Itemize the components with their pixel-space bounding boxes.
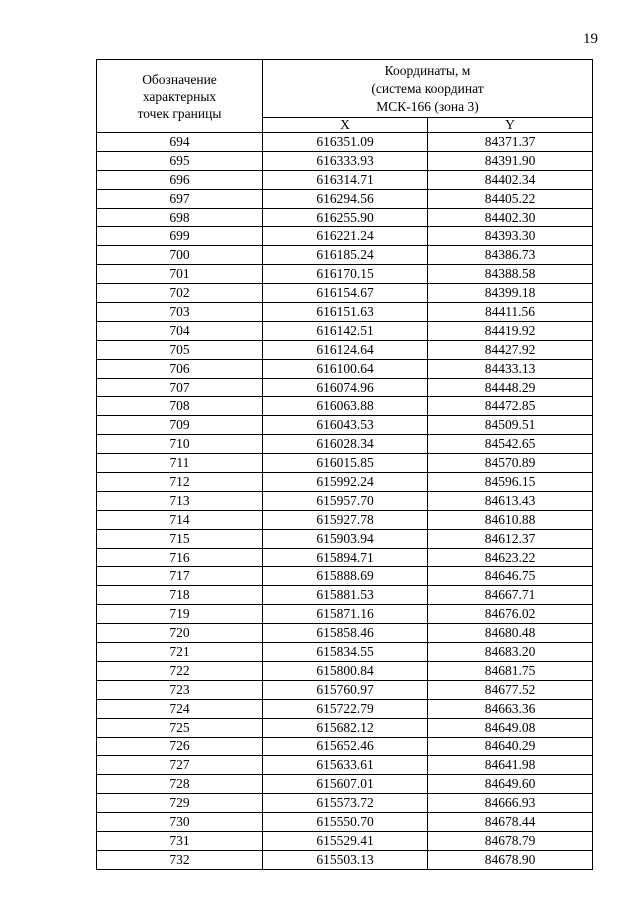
point-id-cell: 696 [97, 170, 263, 189]
point-id-cell: 706 [97, 359, 263, 378]
y-coordinate-cell: 84391.90 [428, 151, 593, 170]
table-row [97, 227, 593, 246]
y-coordinate-cell: 84663.36 [428, 699, 593, 718]
point-id-cell: 699 [97, 227, 263, 246]
point-id-cell: 725 [97, 718, 263, 737]
table-row [97, 699, 593, 718]
x-coordinate-cell: 616124.64 [263, 340, 428, 359]
x-coordinate-cell: 616333.93 [263, 151, 428, 170]
point-id-cell: 728 [97, 775, 263, 794]
coords-header-line-2: (система координат [371, 80, 484, 96]
point-id-cell: 697 [97, 189, 263, 208]
table-row [97, 246, 593, 265]
x-coordinate-cell: 616043.53 [263, 416, 428, 435]
y-coordinate-cell: 84678.90 [428, 850, 593, 869]
table-row [97, 567, 593, 586]
table-row [97, 284, 593, 303]
y-coordinate-cell: 84596.15 [428, 473, 593, 492]
table-row [97, 189, 593, 208]
point-id-cell: 707 [97, 378, 263, 397]
point-id-cell: 729 [97, 794, 263, 813]
table-row [97, 605, 593, 624]
table-row [97, 321, 593, 340]
y-coordinate-cell: 84427.92 [428, 340, 593, 359]
table-row [97, 794, 593, 813]
x-coordinate-cell: 615800.84 [263, 661, 428, 680]
y-coordinate-cell: 84402.30 [428, 208, 593, 227]
table-row [97, 661, 593, 680]
x-coordinate-cell: 615888.69 [263, 567, 428, 586]
point-id-cell: 715 [97, 529, 263, 548]
y-column-header: Y [428, 118, 593, 133]
table-row [97, 529, 593, 548]
y-coordinate-cell: 84542.65 [428, 435, 593, 454]
x-coordinate-cell: 616185.24 [263, 246, 428, 265]
table-row [97, 265, 593, 284]
coords-header-line-3: МСК-166 (зона 3) [376, 98, 479, 114]
point-id-cell: 720 [97, 624, 263, 643]
x-coordinate-cell: 615573.72 [263, 794, 428, 813]
y-coordinate-cell: 84393.30 [428, 227, 593, 246]
y-coordinate-cell: 84678.79 [428, 831, 593, 850]
page-number: 19 [583, 31, 598, 47]
y-coordinate-cell: 84677.52 [428, 680, 593, 699]
x-coordinate-cell: 615871.16 [263, 605, 428, 624]
x-coordinate-cell: 615503.13 [263, 850, 428, 869]
x-coordinate-cell: 616221.24 [263, 227, 428, 246]
y-coordinate-cell: 84371.37 [428, 133, 593, 152]
point-id-cell: 709 [97, 416, 263, 435]
table-row [97, 208, 593, 227]
table-row [97, 303, 593, 322]
x-coordinate-cell: 615903.94 [263, 529, 428, 548]
table-row [97, 491, 593, 510]
table-row [97, 737, 593, 756]
table-row [97, 775, 593, 794]
x-coordinate-cell: 616100.64 [263, 359, 428, 378]
y-coordinate-cell: 84472.85 [428, 397, 593, 416]
table-row [97, 548, 593, 567]
coords-header-line-1: Координаты, м [384, 62, 471, 78]
table-row [97, 756, 593, 775]
point-id-cell: 723 [97, 680, 263, 699]
table-row [97, 624, 593, 643]
header-row-top [97, 60, 593, 118]
point-id-cell: 701 [97, 265, 263, 284]
table-row [97, 435, 593, 454]
x-coordinate-cell: 615992.24 [263, 473, 428, 492]
y-coordinate-cell: 84386.73 [428, 246, 593, 265]
x-coordinate-cell: 615760.97 [263, 680, 428, 699]
point-id-cell: 702 [97, 284, 263, 303]
y-coordinate-cell: 84509.51 [428, 416, 593, 435]
table-row [97, 643, 593, 662]
table-header [97, 60, 593, 133]
point-id-cell: 694 [97, 133, 263, 152]
table-row [97, 813, 593, 832]
x-coordinate-cell: 616028.34 [263, 435, 428, 454]
point-header-line-2: характерных [142, 88, 217, 104]
x-coordinate-cell: 615633.61 [263, 756, 428, 775]
x-coordinate-cell: 616151.63 [263, 303, 428, 322]
x-coordinate-cell: 616314.71 [263, 170, 428, 189]
y-coordinate-cell: 84613.43 [428, 491, 593, 510]
point-id-cell: 713 [97, 491, 263, 510]
table-row [97, 510, 593, 529]
y-coordinate-cell: 84646.75 [428, 567, 593, 586]
y-coordinate-cell: 84678.44 [428, 813, 593, 832]
table-row [97, 718, 593, 737]
y-coordinate-cell: 84448.29 [428, 378, 593, 397]
point-header-line-1: Обозначение [142, 71, 217, 87]
point-id-cell: 717 [97, 567, 263, 586]
table-row [97, 416, 593, 435]
table-row [97, 397, 593, 416]
table-row [97, 151, 593, 170]
y-coordinate-cell: 84683.20 [428, 643, 593, 662]
x-coordinate-cell: 615927.78 [263, 510, 428, 529]
x-coordinate-cell: 615894.71 [263, 548, 428, 567]
point-id-cell: 722 [97, 661, 263, 680]
y-coordinate-cell: 84649.60 [428, 775, 593, 794]
x-coordinate-cell: 615682.12 [263, 718, 428, 737]
point-id-cell: 727 [97, 756, 263, 775]
point-id-cell: 695 [97, 151, 263, 170]
point-id-cell: 711 [97, 454, 263, 473]
point-id-cell: 732 [97, 850, 263, 869]
y-coordinate-cell: 84570.89 [428, 454, 593, 473]
y-coordinate-cell: 84676.02 [428, 605, 593, 624]
y-coordinate-cell: 84640.29 [428, 737, 593, 756]
table-row [97, 170, 593, 189]
y-coordinate-cell: 84388.58 [428, 265, 593, 284]
x-coordinate-cell: 616294.56 [263, 189, 428, 208]
table-row [97, 359, 593, 378]
table-row [97, 680, 593, 699]
y-coordinate-cell: 84666.93 [428, 794, 593, 813]
table-body [97, 133, 593, 870]
x-coordinate-cell: 616351.09 [263, 133, 428, 152]
point-id-cell: 708 [97, 397, 263, 416]
point-id-cell: 724 [97, 699, 263, 718]
point-id-cell: 700 [97, 246, 263, 265]
y-coordinate-cell: 84433.13 [428, 359, 593, 378]
boundary-points-table [96, 59, 593, 870]
table-row [97, 378, 593, 397]
y-coordinate-cell: 84681.75 [428, 661, 593, 680]
y-coordinate-cell: 84612.37 [428, 529, 593, 548]
point-id-cell: 703 [97, 303, 263, 322]
point-id-cell: 705 [97, 340, 263, 359]
table-row [97, 586, 593, 605]
point-id-cell: 716 [97, 548, 263, 567]
point-column-header [97, 60, 263, 133]
table-row [97, 850, 593, 869]
point-id-cell: 730 [97, 813, 263, 832]
y-coordinate-cell: 84623.22 [428, 548, 593, 567]
y-coordinate-cell: 84680.48 [428, 624, 593, 643]
x-coordinate-cell: 615834.55 [263, 643, 428, 662]
x-coordinate-cell: 615722.79 [263, 699, 428, 718]
point-id-cell: 712 [97, 473, 263, 492]
point-id-cell: 704 [97, 321, 263, 340]
point-id-cell: 726 [97, 737, 263, 756]
x-coordinate-cell: 616074.96 [263, 378, 428, 397]
point-id-cell: 721 [97, 643, 263, 662]
x-coordinate-cell: 615607.01 [263, 775, 428, 794]
table-row [97, 340, 593, 359]
table-row [97, 454, 593, 473]
x-coordinate-cell: 615652.46 [263, 737, 428, 756]
point-id-cell: 731 [97, 831, 263, 850]
coordinates-column-header [263, 60, 593, 118]
x-coordinate-cell: 615550.70 [263, 813, 428, 832]
point-id-cell: 698 [97, 208, 263, 227]
x-coordinate-cell: 615858.46 [263, 624, 428, 643]
x-coordinate-cell: 615957.70 [263, 491, 428, 510]
x-coordinate-cell: 615881.53 [263, 586, 428, 605]
point-id-cell: 719 [97, 605, 263, 624]
table-row [97, 133, 593, 152]
y-coordinate-cell: 84610.88 [428, 510, 593, 529]
x-coordinate-cell: 615529.41 [263, 831, 428, 850]
table-row [97, 473, 593, 492]
x-coordinate-cell: 616015.85 [263, 454, 428, 473]
point-id-cell: 718 [97, 586, 263, 605]
x-coordinate-cell: 616063.88 [263, 397, 428, 416]
y-coordinate-cell: 84405.22 [428, 189, 593, 208]
y-coordinate-cell: 84649.08 [428, 718, 593, 737]
y-coordinate-cell: 84641.98 [428, 756, 593, 775]
y-coordinate-cell: 84667.71 [428, 586, 593, 605]
y-coordinate-cell: 84419.92 [428, 321, 593, 340]
y-coordinate-cell: 84402.34 [428, 170, 593, 189]
x-coordinate-cell: 616142.51 [263, 321, 428, 340]
point-header-line-3: точек границы [137, 105, 222, 121]
y-coordinate-cell: 84399.18 [428, 284, 593, 303]
x-coordinate-cell: 616154.67 [263, 284, 428, 303]
x-column-header: X [263, 118, 428, 133]
y-coordinate-cell: 84411.56 [428, 303, 593, 322]
table-row [97, 831, 593, 850]
x-coordinate-cell: 616255.90 [263, 208, 428, 227]
point-id-cell: 714 [97, 510, 263, 529]
point-id-cell: 710 [97, 435, 263, 454]
x-coordinate-cell: 616170.15 [263, 265, 428, 284]
